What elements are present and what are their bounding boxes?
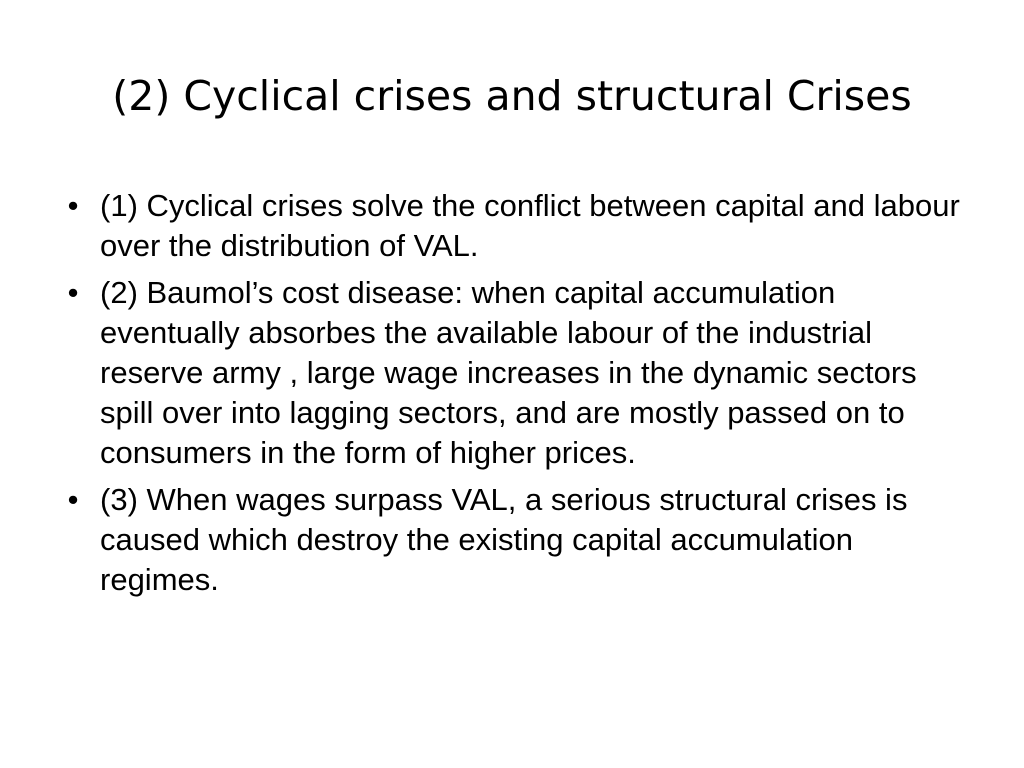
bullet-item — [60, 480, 960, 600]
bullet-icon: • — [67, 482, 79, 517]
bullet-icon: • — [67, 275, 79, 310]
bullet-text: (3) When wages surpass VAL, a serious structural crises is caused which destroy the existing capital accumulation regimes. — [100, 482, 908, 597]
slide-title: (2) Cyclical crises and structural Crises — [112, 72, 912, 120]
bullet-item — [60, 273, 960, 473]
bullet-icon: • — [67, 188, 79, 223]
bullet-text: (1) Cyclical crises solve the conflict between capital and labour over the distribution of VAL. — [100, 188, 960, 263]
bullet-list — [60, 186, 960, 607]
bullet-text: (2) Baumol’s cost disease: when capital accumulation eventually absorbes the available labour of the industrial reserve army , large wage increases in the dynamic sectors spill over into lagging sectors, and are mostly passed on to consumers in the form of higher prices. — [100, 275, 917, 470]
bullet-item — [60, 186, 960, 266]
